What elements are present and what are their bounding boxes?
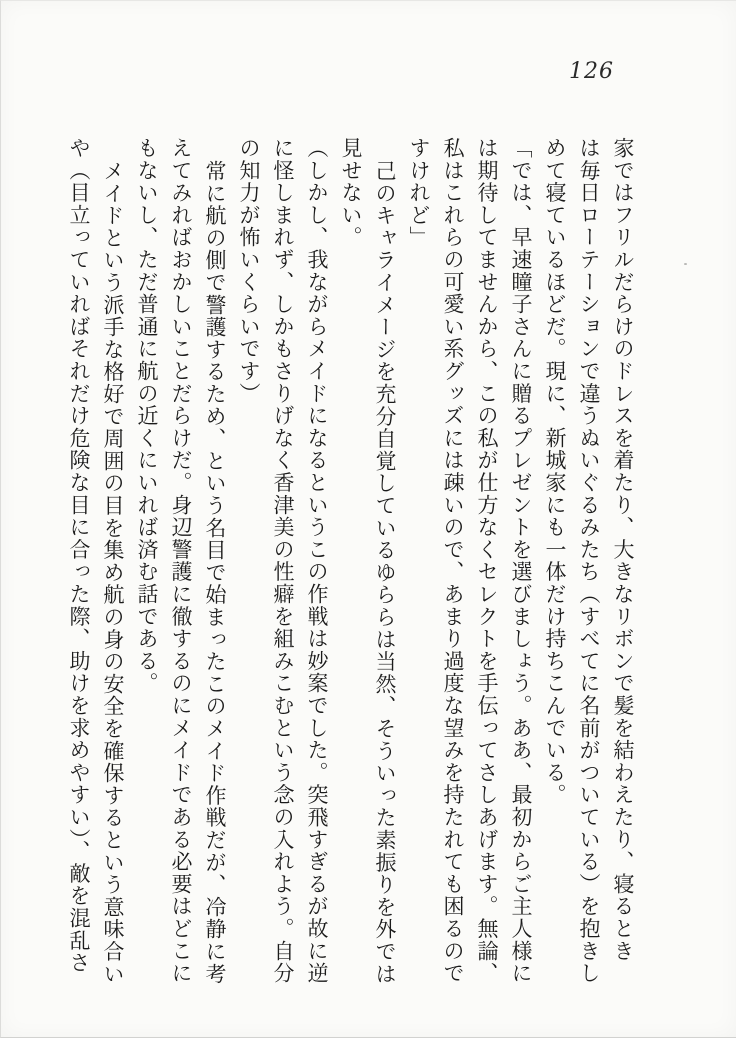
text-line: や（目立っていればそれだけ危険な目に合った際、助けを求めやすい）、敵を混乱さ: [67, 137, 91, 974]
text-line: は毎日ローテーションで違うぬいぐるみたち（すべてに名前がついている）を抱きし: [577, 137, 601, 985]
text-line: 常に航の側で警護するため、という名目で始まったこのメイド作戦だが、冷静に考: [203, 160, 227, 986]
text-line: は期待してませんから、この私が仕方なくセレクトを手伝ってさしあげます。無論、: [475, 137, 499, 985]
page-number: 126: [569, 59, 614, 84]
text-line: 己のキャライメージを充分自覚しているゆららは当然、そういった素振りを外では: [373, 160, 397, 986]
text-line: もないし、ただ普通に航の近くにいれば済む話である。: [135, 137, 159, 695]
text-line: めて寝ているほどだ。現に、新城家にも一体だけ持ちこんでいる。: [543, 137, 567, 806]
scan-speck: [684, 263, 687, 265]
text-line: 私はこれらの可愛い系グッズには疎いので、あまり過度な望みを持たれても困るので: [441, 137, 465, 985]
text-line: えてみればおかしいことだらけだ。身辺警護に徹するのにメイドである必要はどこに: [169, 137, 193, 985]
text-line: すけれど」: [407, 137, 431, 249]
text-line: メイドという派手な格好で周囲の目を集め航の身の安全を確保するという意味合い: [101, 160, 125, 986]
text-line: 「では、早速瞳子さんに贈るプレゼントを選びましょう。ああ、最初からご主人様に: [509, 137, 533, 985]
body-text: [62, 137, 640, 985]
text-line: 見せない。: [339, 137, 363, 249]
text-line: （しかし、我ながらメイドになるというこの作戦は妙案でした。突飛すぎるが故に逆: [305, 137, 329, 985]
text-line: 家ではフリルだらけのドレスを着たり、大きなリボンで髪を結わえたり、寝るとき: [611, 137, 635, 963]
text-line: の知力が怖いくらいです）: [237, 137, 261, 405]
text-line: に怪しまれず、しかもさりげなく香津美の性癖を組みこむという念の入れよう。自分: [271, 137, 295, 985]
